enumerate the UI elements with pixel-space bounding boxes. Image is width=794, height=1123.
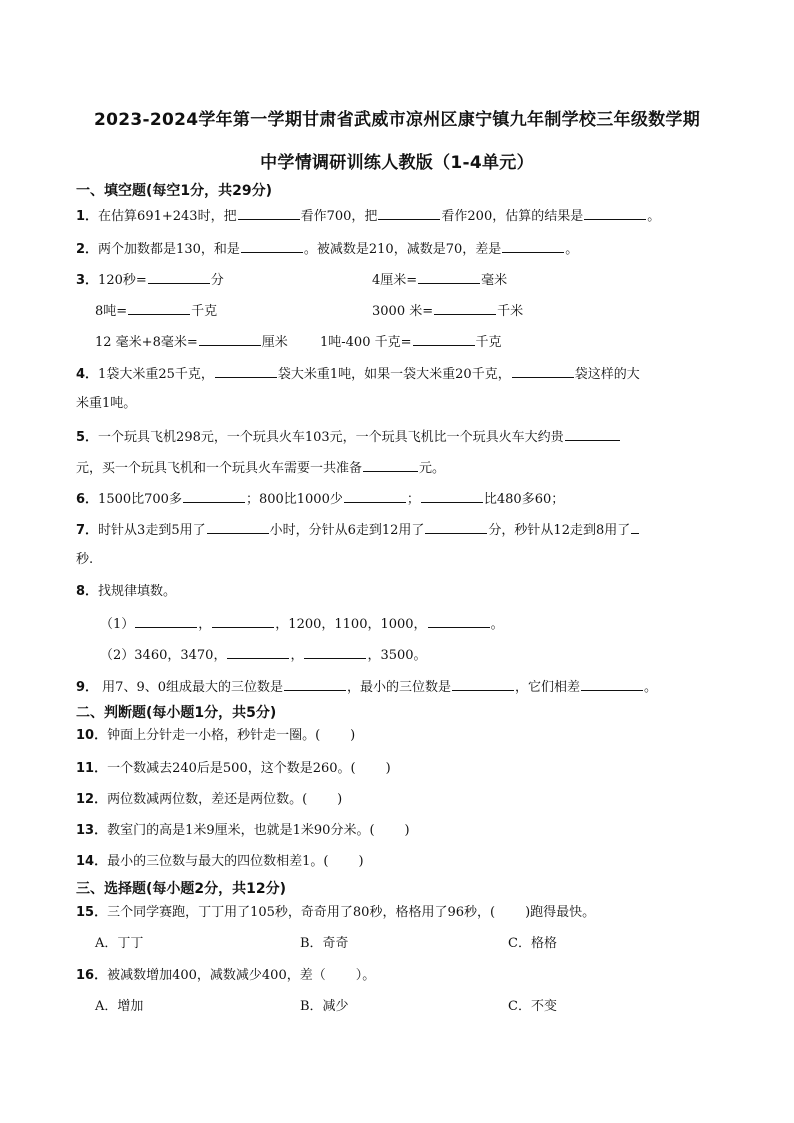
question-12: 12．两位数减两位数，差还是两位数。( ) [76,792,343,807]
answer-blank[interactable] [344,489,406,503]
question-3-row1: 3．120秒= 分 [76,270,224,290]
question-8-row1: （1） ， ，1200，1100，1000， 。 [100,614,504,634]
answer-blank[interactable] [199,332,261,346]
question-2: 2．两个加数都是130，和是 。被减数是210，减数是70，差是 。 [76,239,578,259]
q16-option-b[interactable]: B．减少 [300,999,349,1014]
answer-blank[interactable] [207,520,269,534]
answer-blank[interactable] [425,520,487,534]
answer-blank[interactable] [512,364,574,378]
question-3-item-b: 4厘米= 毫米 [372,270,507,290]
question-3-item-f: 1吨-400 千克= 千克 [320,332,502,352]
answer-blank[interactable] [421,489,483,503]
question-10: 10．钟面上分针走一小格，秒针走一圈。( ) [76,728,356,743]
question-15: 15．三个同学赛跑，丁丁用了105秒，奇奇用了80秒，格格用了96秒，( )跑得最快。 [76,905,596,920]
q15-option-c[interactable]: C．格格 [508,936,557,951]
question-7: 7．时针从3走到5用了 小时，分针从6走到12用了 分，秒针从12走到8用了 [76,520,640,540]
q16-option-a[interactable]: A．增加 [95,999,144,1014]
answer-blank[interactable] [413,332,475,346]
question-6: 6．1500比700多 ；800比1000少 ； 比480多60； [76,489,564,509]
answer-blank[interactable] [434,301,496,315]
answer-blank[interactable] [148,270,210,284]
question-1: 1．在估算691+243时，把 看作700，把 看作200，估算的结果是 。 [76,206,660,226]
question-8-row2: （2）3460，3470， ， ，3500。 [100,645,427,665]
answer-blank[interactable] [135,614,197,628]
answer-blank[interactable] [128,301,190,315]
question-9: 9． 用7、9、0组成最大的三位数是 ，最小的三位数是 ，它们相差 。 [76,677,657,697]
answer-blank[interactable] [363,458,418,472]
question-4-cont: 米重1吨。 [76,396,137,411]
section-fill-blank-heading: 一、填空题(每空1分，共29分) [76,183,273,199]
answer-blank[interactable] [581,677,643,691]
page-title-line1: 2023-2024学年第一学期甘肃省武威市凉州区康宁镇九年制学校三年级数学期 [93,110,701,130]
question-7-cont: 秒. [76,552,94,567]
answer-blank[interactable] [565,427,620,441]
section-choice-heading: 三、选择题(每小题2分，共12分) [76,881,287,897]
page-title-line2: 中学情调研训练人教版（1-4单元） [260,153,534,173]
answer-blank[interactable] [418,270,480,284]
answer-blank[interactable] [304,645,366,659]
answer-blank[interactable] [428,614,490,628]
question-3-item-c: 8吨= 千克 [95,301,217,321]
q16-option-c[interactable]: C．不变 [508,999,557,1014]
q15-option-a[interactable]: A．丁丁 [95,936,144,951]
answer-blank[interactable] [215,364,277,378]
question-11: 11．一个数减去240后是500，这个数是260。( ) [76,761,391,776]
question-5: 5．一个玩具飞机298元，一个玩具火车103元，一个玩具飞机比一个玩具火车大约贵 [76,427,621,447]
answer-blank[interactable] [378,206,440,220]
q15-option-b[interactable]: B．奇奇 [300,936,349,951]
question-5-cont: 元，买一个玩具飞机和一个玩具火车需要一共准备 元。 [76,458,445,478]
question-3-item-e: 12 毫米+8毫米= 厘米 [95,332,288,352]
question-13: 13．教室门的高是1米9厘米，也就是1米90分米。( ) [76,823,410,838]
answer-blank[interactable] [212,614,274,628]
answer-blank[interactable] [584,206,646,220]
answer-blank[interactable] [241,239,303,253]
answer-blank[interactable] [452,677,514,691]
answer-blank[interactable] [227,645,289,659]
answer-blank[interactable] [631,520,639,534]
question-3-item-d: 3000 米= 千米 [372,301,523,321]
question-4: 4．1袋大米重25千克， 袋大米重1吨，如果一袋大米重20千克， 袋这样的大 [76,364,640,384]
question-16: 16．被减数增加400，减数减少400，差（ ）。 [76,968,376,983]
question-14: 14．最小的三位数与最大的四位数相差1。( ) [76,854,364,869]
answer-blank[interactable] [502,239,564,253]
answer-blank[interactable] [183,489,245,503]
answer-blank[interactable] [284,677,346,691]
question-8: 8．找规律填数。 [76,584,177,599]
answer-blank[interactable] [238,206,300,220]
section-judgement-heading: 二、判断题(每小题1分，共5分) [76,705,277,721]
